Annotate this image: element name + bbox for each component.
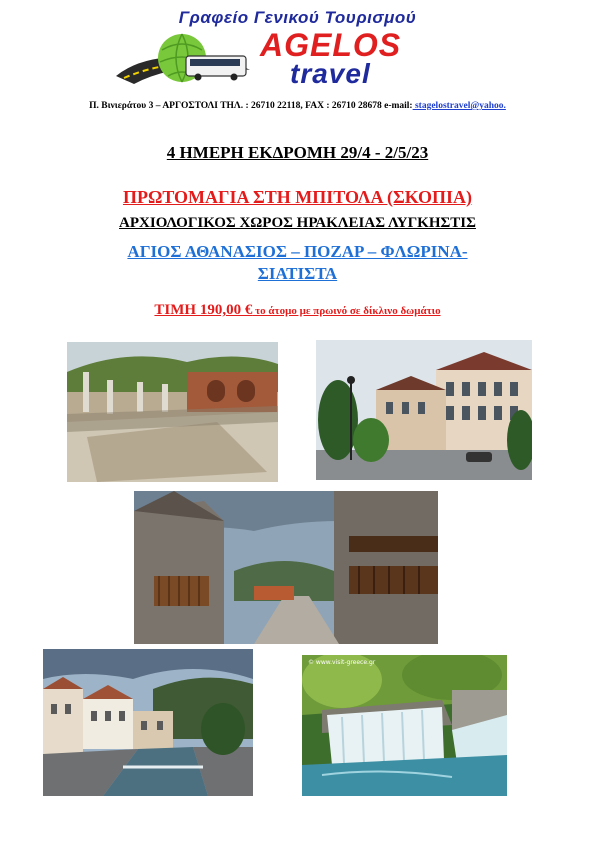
email-link[interactable]: stagelostravel@yahoo. bbox=[412, 101, 506, 111]
site-title: ΑΡΧΙΟΛΟΓΙΚΟΣ ΧΩΡΟΣ ΗΡΑΚΛΕΙΑΣ ΛΥΓΚΗΣΤΙΣ bbox=[119, 215, 476, 231]
event-title: ΠΡΩΤΟΜΑΓΙΑ ΣΤΗ ΜΠΙΤΟΛΑ (ΣΚΟΠΙΑ) bbox=[122, 187, 473, 207]
price-main: ΤΙΜΗ 190,00 € bbox=[154, 302, 253, 318]
contact-text: Π. Βινιεράτου 3 – ΑΡΓΟΣΤΟΛΙ ΤΗΛ. : 26710 22118, FAX : 26710 28678 e-mail: bbox=[89, 101, 413, 111]
photo-town-square bbox=[316, 340, 532, 480]
photo-archaeological-site bbox=[67, 342, 278, 482]
contact-line bbox=[0, 101, 595, 111]
price-line bbox=[0, 301, 595, 319]
route-line-2: ΣΙΑΤΙΣΤΑ bbox=[257, 264, 338, 283]
photo-watermark: © www.visit-greece.gr bbox=[308, 659, 376, 666]
photo-river-town bbox=[43, 649, 253, 796]
route-line-1: ΑΓΙΟΣ ΑΘΑΝΑΣΙΟΣ – ΠΟΖΑΡ – ΦΛΩΡΙΝΑ- bbox=[127, 242, 468, 261]
photo-stone-village bbox=[134, 491, 438, 644]
brand-name: AGELOS bbox=[260, 27, 402, 63]
photo-waterfall bbox=[302, 655, 507, 796]
agency-name: Γραφείο Γενικού Τουρισμού bbox=[178, 8, 417, 27]
brand-subname: travel bbox=[290, 58, 371, 89]
price-note: το άτομο με πρωινό σε δίκλινο δωμάτιο bbox=[252, 305, 441, 317]
trip-title: 4 ΗΜΕΡΗ ΕΚΔΡΟΜΗ 29/4 - 2/5/23 bbox=[166, 143, 429, 162]
route-text bbox=[0, 241, 595, 285]
